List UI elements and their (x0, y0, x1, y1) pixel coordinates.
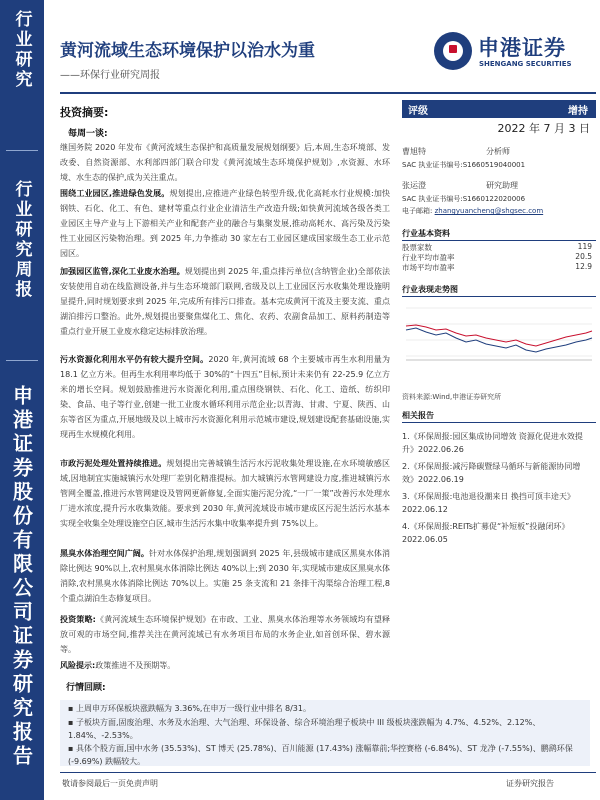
sidebar-bottom-text: 申港证券股份有限公司证券研究报告 (9, 385, 34, 769)
analyst-email-link[interactable]: zhangyuancheng@shgsec.com (434, 207, 544, 215)
chart-source: 资料来源:Wind,申港证券研究所 (402, 393, 502, 401)
trend-heading: 行业表现走势图 (402, 284, 596, 297)
analyst-1-role: 分析师 (486, 147, 510, 156)
report-subtitle: ——环保行业研究周报 (60, 70, 160, 81)
weekly-heading: 每周一谈: (68, 129, 108, 139)
email-label: 电子邮箱: (402, 207, 433, 215)
related-report-4[interactable]: 4.《环保周报:REITs扩募促“补短板”投融闭环》2022.06.05 (402, 522, 570, 544)
para-6: 黑臭水体治理空间广阔。针对水体保护治理,规划强调到 2025 年,县级城市建成区黑臭水体消除比例达 90%以上,农村黑臭水体消除比例达 40%以上;到 2030 年,实现城市建成区黑臭水体消除,农村黑臭水体消除比例达 70%以上。实施 25 条支流和 21 条排干沟渠综合治理工程,8 个重点湖泊生态修复项目。 (60, 549, 390, 603)
analyst-2-email-row (402, 206, 543, 216)
sidebar (0, 0, 44, 800)
analyst-2-role: 研究助理 (486, 181, 518, 190)
trend-chart (402, 300, 596, 370)
para-2: 围绕工业园区,推进绿色发展。规划提出,应推进产业绿色转型升级,优化高耗水行业规模:加快钢铁、石化、化工、有色、建材等重点行业企业清洁生产改造升级;如快黄河流域各级各类工业园区主导产业与上下游相关产业和配套产业的融合与集聚发展,推动高耗水、高污染及污染性工业园区污染物治理。到 2025 年,力争推动 30 家左右工业园区建成国家级生态工业示范园区。 (60, 189, 390, 258)
related-report-3[interactable]: 3.《环保周报:电池退役潮来日 换挡可顶丰途天》2022.06.12 (402, 492, 575, 514)
footer-report-type: 证券研究报告 (506, 779, 554, 788)
para-8: 风险提示:政策推进不及预期等。 (60, 661, 176, 670)
footer-rule (60, 772, 596, 773)
chart-line-market (406, 325, 592, 346)
para-7: 投资策略:《黄河流域生态环境保护规划》在市政、工业、黑臭水体治理等水务领域均有望释放可观的市场空间,推荐关注在黄河流域已有水务项目布局的水务企业,如首创环保、碧水源等。 (60, 615, 391, 654)
rating-bar (402, 100, 596, 118)
analyst-2-cert: SAC 执业证书编号:S1660122020006 (402, 195, 526, 203)
company-logo (434, 30, 594, 74)
header-rule (60, 92, 596, 94)
market-review-item-3: ▪ 具体个股方面,国中水务 (35.53%)、ST 博天 (25.78%)、百川能源 (17.43%) 涨幅靠前;华控赛格 (-6.84%)、ST 龙净 (-7.55%)、鹏鹞环保 (-9.69%) 跌幅较大。 (68, 744, 573, 766)
analyst-1-name: 曹旭特 (402, 147, 426, 156)
rating-value: 增持 (568, 106, 588, 117)
report-title: 黄河流域生态环境保护以治水为重 (60, 41, 315, 61)
analyst-2-name: 张运澄 (402, 181, 426, 190)
sidebar-bottom-block (0, 385, 44, 769)
logo-mark-center (449, 45, 457, 53)
market-review-item-1: ▪ 上周申万环保板块涨跌幅为 3.36%,在申万一级行业中排名 8/31。 (68, 704, 311, 713)
footer-disclaimer: 敬请参阅最后一页免责声明 (62, 779, 158, 788)
sidebar-divider (6, 360, 38, 361)
related-report-2[interactable]: 2.《环保周报:减污降碳暨绿马循环与新能源协同增效》2022.06.19 (402, 462, 581, 484)
sidebar-middle-text: 行业研究周报 (11, 180, 32, 300)
analyst-1-cert: SAC 执业证书编号:S1660519040001 (402, 161, 526, 169)
logo-name-en: SHENGANG SECURITIES (479, 60, 572, 68)
sidebar-top-block (0, 10, 44, 90)
report-date: 2022 年 7 月 3 日 (497, 122, 590, 135)
para-4: 污水资源化利用水平仍有较大提升空间。2020 年,黄河流域 68 个主要城市再生水利用量为 18.1 亿立方米。但再生水利用率均低于 30%的“十四五”目标,预计未来仍有 22-25.9 亿立方米的增长空间。规划鼓励推进污水资源化利用,重点围绕钢铁、石化、化工、造纸、纺织印染、食品、电子等行业,创建一批工业废水循环利用示范企业;以青海、甘肃、宁夏、陕西、山东等省区为重点,开展地级及以上城市污水资源化利用示范城市建设,规划建设配套基础设施,实现再生水规模化利用。 (60, 355, 391, 439)
para-5: 市政污泥处理处置持续推进。规划提出完善城镇生活污水污泥收集处理设施,在水环境敏感区域,因地制宜实施城镇污水处理厂差别化精准提标。加大城镇污水管网建设力度,推进城镇污水管网全覆盖,推进污水管网建设及管网更新修复,全面实施污泥分流,“一厂一策”改善污水处理水厂进水浓度,提升污水收集效能。要求到 2030 年,黄河流域设市城市建成区污泥生活污水基本实现全收集全处理设施空白区,城市生活污水集中收集率提升到 75%以上。 (60, 459, 390, 528)
sidebar-top-text: 行业研究 (11, 10, 32, 90)
sidebar-middle-block (0, 180, 44, 300)
industry-heading: 行业基本资料 (402, 228, 596, 241)
sidebar-divider (6, 150, 38, 151)
rating-label: 评级 (408, 106, 428, 117)
summary-heading: 投资摘要: (60, 106, 109, 119)
industry-row: 行业平均市盈率 20.5 (402, 252, 592, 262)
market-review-item-2: ▪ 子板块方面,固废治理、水务及水治理、大气治理、环保设备、综合环境治理子板块中 III 级板块涨跌幅为 4.7%、4.52%、2.12%、1.84%、-2.53%。 (68, 718, 541, 740)
industry-row: 股票家数 119 (402, 242, 592, 252)
logo-name-cn: 申港证券 (478, 35, 566, 60)
market-review-heading: 行情回顾: (66, 683, 106, 693)
para-1: 继国务院 2020 年发布《黄河流域生态保护和高质量发展规划纲要》后,本周,生态环境部、发改委、自然资源部、水利部四部门联合印发《黄河流域生态环境保护规划》,水资源、水环境、水生态的保护,成为关注重点。 (60, 143, 390, 182)
related-heading: 相关报告 (402, 410, 596, 423)
related-report-1[interactable]: 1.《环保周报:园区集成协同增效 资源化促进水效提升》2022.06.26 (402, 432, 583, 454)
para-3: 加强园区监管,深化工业废水治理。规划提出到 2025 年,重点排污单位(含纳管企业)全部依法安装使用自动在线监测设备,并与生态环境部门联网,省级及以上工业园区污水收集处理设施明显提升,同时规划要求到 2025 年,完成所有排污口排查。基本完成黄河干流及主要支流、重点湖泊排污口整治。此外,规划提出要聚焦煤化工、焦化、农药、农副食品加工、原料药制造等重点行业开展工业废水稳定达标排放治理。 (60, 267, 390, 336)
industry-row: 市场平均市盈率 12.9 (402, 262, 592, 272)
